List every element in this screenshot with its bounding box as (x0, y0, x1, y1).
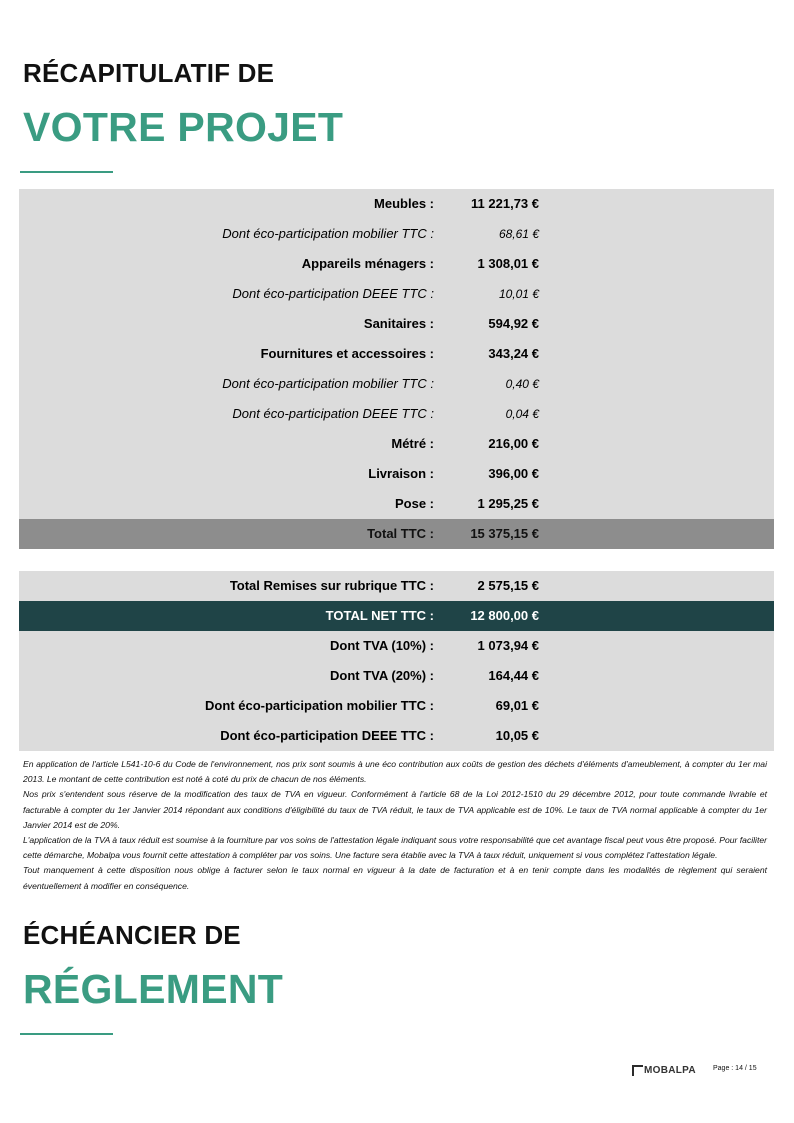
row-value: 2 575,15 € (477, 578, 539, 593)
mobalpa-logo (632, 1063, 696, 1077)
table-row (19, 489, 774, 519)
row-label: Livraison : (368, 466, 434, 481)
total-ttc-value: 15 375,15 € (470, 526, 539, 541)
page-number: Page : 14 / 15 (713, 1065, 757, 1072)
title-underline (20, 171, 113, 173)
summary-table (19, 571, 774, 751)
row-label: Dont TVA (10%) : (330, 638, 434, 653)
table-row (19, 279, 774, 309)
table-row (19, 631, 774, 661)
table-row (19, 571, 774, 601)
row-value: 0,04 € (505, 407, 539, 421)
row-label: Dont éco-participation DEEE TTC : (220, 728, 434, 743)
section-title-schedule: ÉCHÉANCIER DE (23, 920, 241, 950)
row-value: 216,00 € (488, 436, 539, 451)
row-label: Meubles : (374, 196, 434, 211)
row-label: Dont TVA (20%) : (330, 668, 434, 683)
table-row (19, 399, 774, 429)
row-label: Fournitures et accessoires : (260, 346, 434, 361)
row-label: Dont éco-participation DEEE TTC : (232, 406, 434, 421)
row-value: 1 308,01 € (477, 256, 539, 271)
row-label: Dont éco-participation mobilier TTC : (222, 376, 434, 391)
table-row (19, 369, 774, 399)
table-row (19, 339, 774, 369)
row-label: Total Remises sur rubrique TTC : (229, 578, 434, 593)
section-title-project: VOTRE PROJET (23, 104, 344, 150)
section-title-payment: RÉGLEMENT (23, 966, 284, 1012)
row-value: 11 221,73 € (471, 196, 539, 211)
row-label: Dont éco-participation mobilier TTC : (205, 698, 434, 713)
total-net-value: 12 800,00 € (470, 608, 539, 623)
total-net-label: TOTAL NET TTC : (325, 608, 434, 623)
note-paragraph: En application de l'article L541-10-6 du Code de l'environnement, nos prix sont soumis à une éco contribution aux coûts de gestion des déchets d'éléments d'ameublement, à compter du 1er mai 2013. Le montant de cette contribution est noté à coté du prix de chacun de nos éléments. (23, 759, 767, 785)
row-label: Dont éco-participation mobilier TTC : (222, 226, 434, 241)
note-paragraph: Nos prix s'entendent sous réserve de la modification des taux de TVA en vigueur. Conformément à l'article 68 de la Loi 2012-1510 du 29 décembre 2012, pour toute commande livrable et facturable à compter du 1er Janvier 2014 répondant aux conditions d'éligibilité du taux de TVA réduit, le taux de TVA applicable est de 10%. Le taux de TVA normal applicable à compter du 1er Janvier 2014 est de 20%. (23, 789, 767, 830)
section-title-recap: RÉCAPITULATIF DE (23, 58, 275, 88)
row-label: Appareils ménagers : (301, 256, 434, 271)
row-value: 0,40 € (505, 377, 539, 391)
table-row (19, 219, 774, 249)
total-net-row (19, 601, 774, 631)
table-row (19, 661, 774, 691)
total-ttc-row (19, 519, 774, 549)
note-paragraph: Tout manquement à cette disposition nous oblige à facturer selon le taux normal en vigueur à la date de facturation et à en tenir compte dans les modalités de règlement qui seraient éventuellement à modifier en conséquence. (23, 865, 767, 891)
table-row (19, 309, 774, 339)
legal-notes (23, 757, 767, 894)
row-value: 68,61 € (498, 227, 539, 241)
total-ttc-label: Total TTC : (367, 526, 434, 541)
row-value: 1 295,25 € (477, 496, 539, 511)
table-row (19, 249, 774, 279)
logo-text: MOBALPA (644, 1064, 696, 1076)
recap-table (19, 189, 774, 549)
table-row (19, 459, 774, 489)
row-label: Métré : (391, 436, 434, 451)
title-underline (20, 1033, 113, 1035)
table-row (19, 429, 774, 459)
logo-mark-icon (632, 1065, 643, 1076)
table-row (19, 189, 774, 219)
row-value: 10,01 € (498, 287, 539, 301)
row-value: 1 073,94 € (477, 638, 539, 653)
row-value: 343,24 € (488, 346, 539, 361)
row-value: 594,92 € (488, 316, 539, 331)
row-value: 164,44 € (488, 668, 539, 683)
row-value: 69,01 € (495, 698, 539, 713)
row-value: 396,00 € (488, 466, 539, 481)
row-label: Dont éco-participation DEEE TTC : (232, 286, 434, 301)
table-row (19, 721, 774, 751)
row-label: Pose : (394, 496, 434, 511)
table-row (19, 691, 774, 721)
row-value: 10,05 € (495, 728, 539, 743)
note-paragraph: L'application de la TVA à taux réduit est soumise à la fourniture par vos soins de l'attestation légale indiquant sous votre responsabilité que cet avantage fiscal peut vous être proposé. Pour faciliter cette démarche, Mobalpa vous fournit cette attestation à compléter par vos soins. Une facture sera établie avec la TVA à taux réduit, uniquement si vous complétez l'attestation légale. (23, 835, 767, 861)
row-label: Sanitaires : (363, 316, 434, 331)
